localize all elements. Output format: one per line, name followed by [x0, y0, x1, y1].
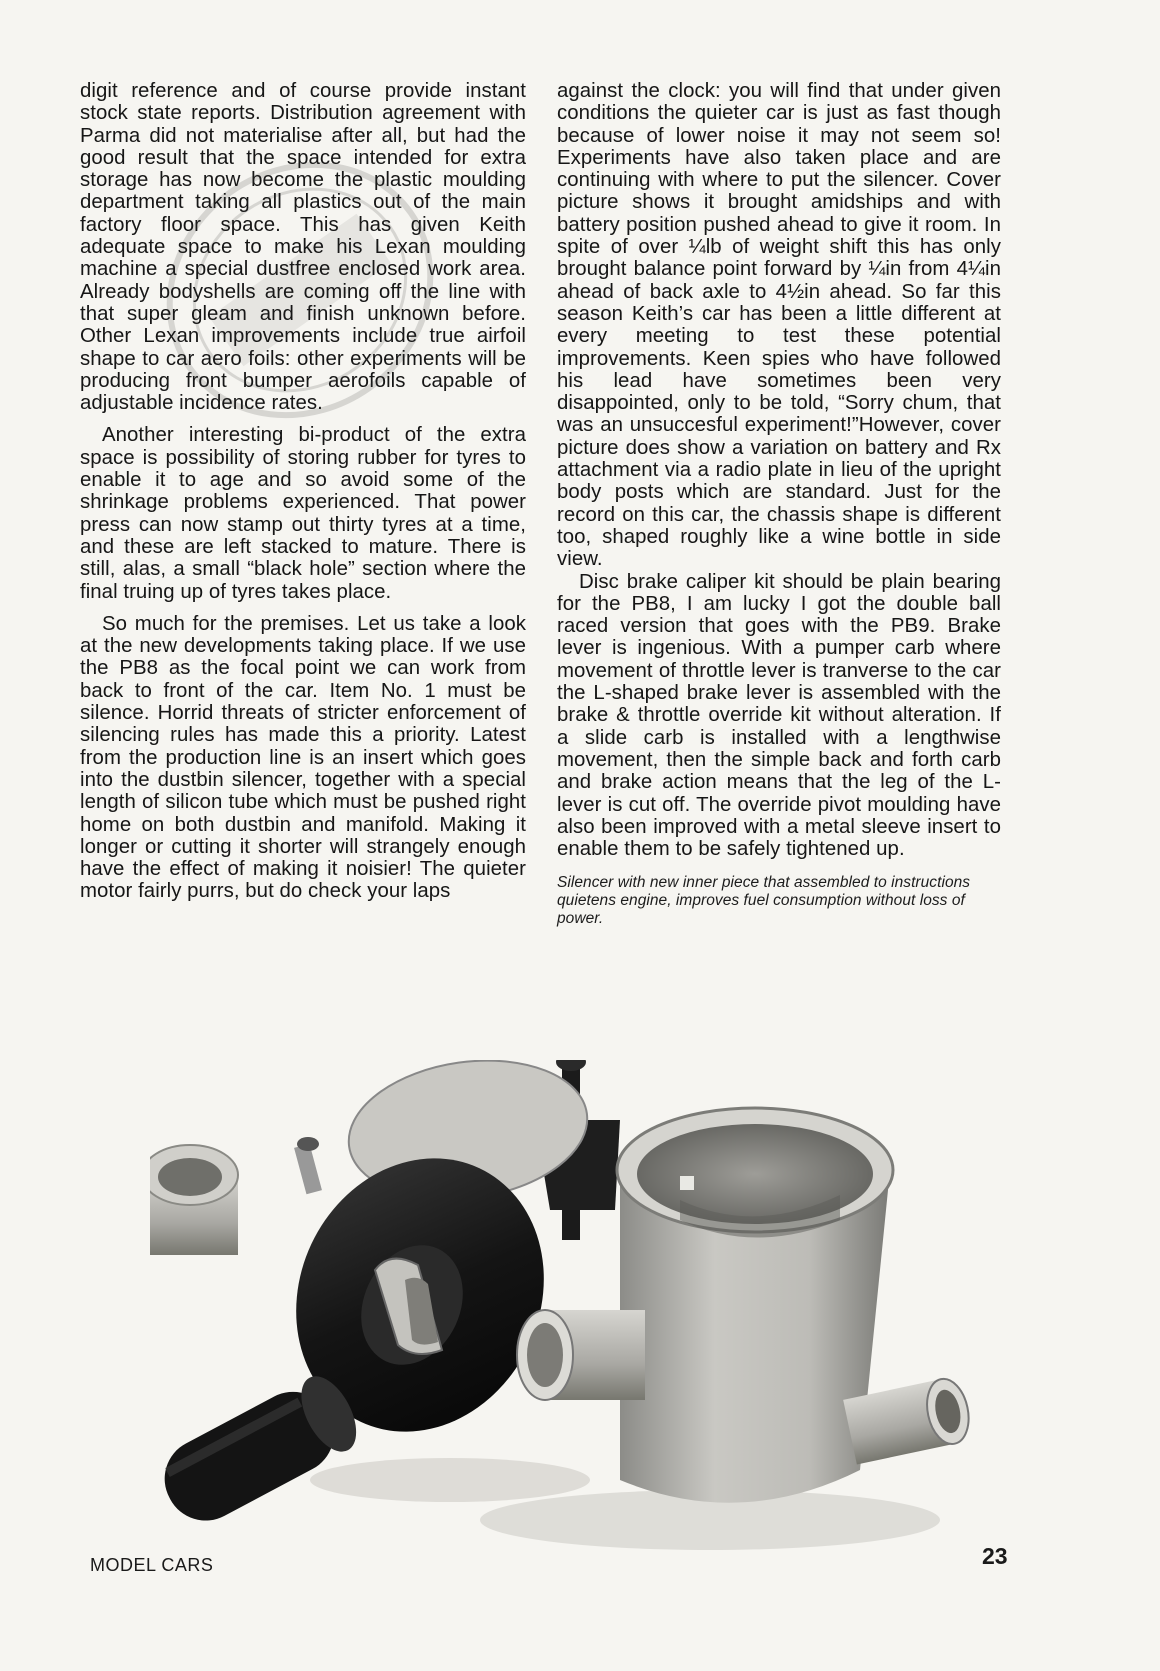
- left-paragraph-2: Another interesting bi-product of the extra space is possibility of storing rubber for tyres to enable it to age and so avoid some of the shrinkage problems experienced. That power press can now stamp out thirty tyres at a time, and these are left stacked to mature. There is still, alas, a small “black hole” section where the final truing up of tyres takes place.: [80, 424, 526, 603]
- left-paragraph-1: digit reference and of course provide instant stock state reports. Distribution agreement with Parma did not materialise after all, but had the good result that the space intended for extra storage has now become the plastic moulding department taking all plastics out of the main factory floor space. This has given Keith adequate space to make his Lexan moulding machine a special dustfree enclosed work area. Already bodyshells are coming off the line with that super gleam and finish unknown before. Other Lexan improvements include true airfoil shape to car aero foils: other experiments will be producing front bumper aerofoils capable of adjustable incidence rates.: [80, 80, 526, 415]
- right-text-column: [557, 80, 1001, 928]
- silencer-photo: [150, 1060, 1010, 1570]
- page-number: 23: [982, 1543, 1008, 1569]
- right-paragraph-2: Disc brake caliper kit should be plain bearing for the PB8, I am lucky I got the double ball raced version that goes with the PB9. Brake lever is ingenious. With a pumper carb where movement of throttle lever is tranverse to the car the L-shaped brake lever is assembled with the brake & throttle override kit without alteration. If a slide carb is installed with a lengthwise movement, then the simple back and forth carb and brake action means that the leg of the L-lever is cut off. The override pivot moulding have also been improved with a metal sleeve insert to enable them to be safely tightened up.: [557, 570, 1001, 861]
- left-text-column: [80, 80, 526, 903]
- publication-name: MODEL CARS: [90, 1555, 214, 1575]
- right-paragraph-1: against the clock: you will find that under given conditions the quieter car is just as fast though because of lower noise it may not seem so! Experiments have also taken place and are continuing with where to put the silencer. Cover picture shows it brought amidships and with battery position pushed ahead to give it room. In spite of over ¼lb of weight shift this has only brought balance point forward by ¼in from 4¼in ahead of back axle to 4½in ahead. So far this season Keith’s car has been a little different at every meeting to test these potential improvements. Keen spies who have followed his lead have sometimes been very disappointed, only to be told, “Sorry chum, that was an unsuccesful experiment!”However, cover picture does show a variation on battery and Rx attachment via a radio plate in lieu of the upright body posts which are standard. Just for the record on this car, the chassis shape is different too, shaped roughly like a wine bottle in side view.: [557, 80, 1001, 571]
- photo-caption: Silencer with new inner piece that assembled to instructions quietens engine, improves fuel consumption without loss of power.: [557, 874, 971, 928]
- left-paragraph-3: So much for the premises. Let us take a look at the new developments taking place. If we use the PB8 as the focal point we can work from back to front of the car. Item No. 1 must be silence. Horrid threats of stricter enforcement of silencing rules has made this a priority. Latest from the production line is an insert which goes into the dustbin silencer, together with a special length of silicon tube which must be pushed right home on both dustbin and manifold. Making it longer or cutting it shorter will strangely enough have the effect of making it noisier! The quieter motor fairly purrs, but do check your laps: [80, 612, 526, 903]
